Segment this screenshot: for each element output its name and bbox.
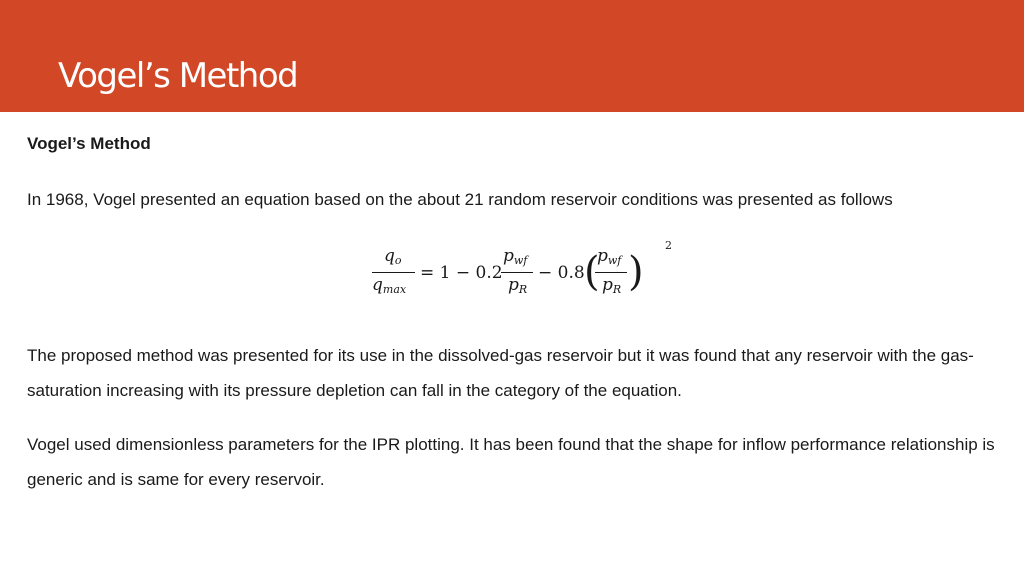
title-bar xyxy=(0,0,1024,112)
equals-one-minus: = 1 − 0.2 xyxy=(420,263,503,283)
frac2-denominator: pR xyxy=(602,275,622,296)
paragraph-intro: In 1968, Vogel presented an equation based on the about 21 random reservoir conditions was presented as follows xyxy=(27,190,893,209)
lhs-denominator: qmax xyxy=(372,275,407,296)
exponent: 2 xyxy=(665,239,672,252)
slide-title: Vogel’s Method xyxy=(58,56,298,96)
section-heading: Vogel’s Method xyxy=(27,134,151,153)
frac1-denominator: pR xyxy=(508,275,528,296)
paren-close: ) xyxy=(628,249,644,295)
slide-content xyxy=(27,128,1012,497)
minus-coefficient: − 0.8 xyxy=(538,263,585,283)
equation-graphic xyxy=(27,232,1012,320)
lhs-numerator: qo xyxy=(384,246,402,267)
paragraph-applicability: The proposed method was presented for its use in the dissolved-gas reservoir but it was found that any reservoir with the gas-saturation increasing with its pressure depletion can fall in the category of the equation. xyxy=(27,346,974,400)
frac1-numerator: pwf xyxy=(503,246,528,267)
paragraph-dimensionless: Vogel used dimensionless parameters for the IPR plotting. It has been found that the shape for inflow performance relationship is generic and is same for every reservoir. xyxy=(27,435,995,489)
vogel-equation xyxy=(27,232,1012,320)
paren-open: ( xyxy=(584,249,600,295)
frac2-numerator: pwf xyxy=(597,246,622,267)
